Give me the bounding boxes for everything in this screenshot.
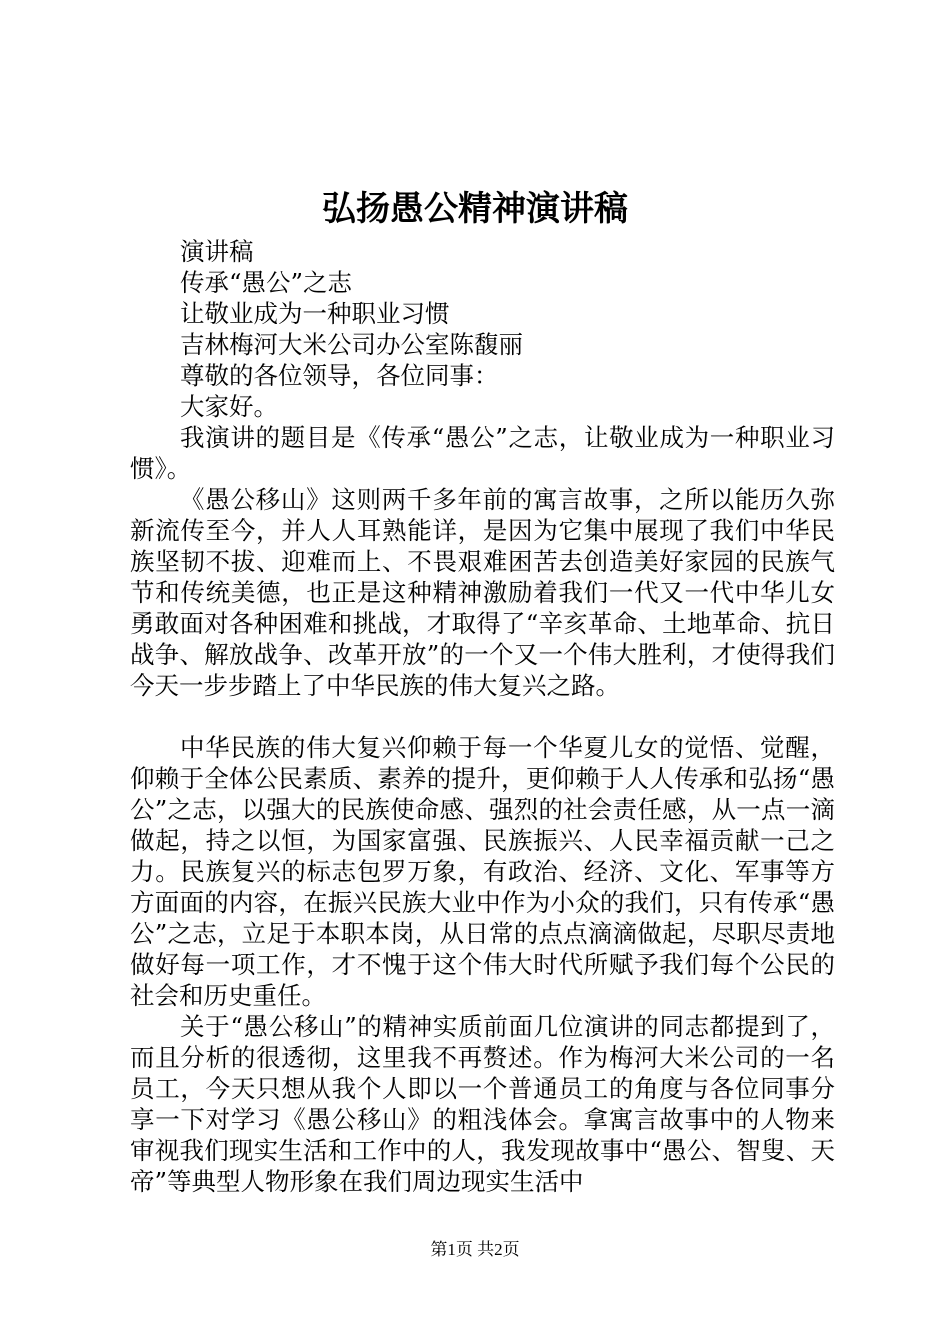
header-line-theme: 传承“愚公”之志 [180,268,353,297]
greeting: 大家好。 [180,392,278,421]
paragraph-fable: 《愚公移山》这则两千多年前的寓言故事，之所以能历久弥新流传至今，并人人耳熟能详，是因为它集中展现了我们中华民族坚韧不拔、迎难而上、不畏艰难困苦去创造美好家园的民族气节和传统美德，也正是这种精神激励着我们一代又一代中华儿女勇敢面对各种困难和挑战，才取得了“辛亥革命、土地革命、抗日战争、解放战争、改革开放”的一个又一个伟大胜利，才使得我们今天一步步踏上了中华民族的伟大复兴之路。 [130,485,835,700]
document-title: 弘扬愚公精神演讲稿 [322,189,628,229]
paragraph-topic: 我演讲的题目是《传承“愚公”之志，让敬业成为一种职业习惯》。 [130,423,835,483]
paragraph-rejuvenation: 中华民族的伟大复兴仰赖于每一个华夏儿女的觉悟、觉醒，仰赖于全体公民素质、素养的提升，更仰赖于人人传承和弘扬“愚公”之志，以强大的民族使命感、强烈的社会责任感，从一点一滴做起，持之以恒，为国家富强、民族振兴、人民幸福贡献一己之力。民族复兴的标志包罗万象，有政治、经济、文化、军事等方方面面的内容，在振兴民族大业中作为小众的我们，只有传承“愚公”之志，立足于本职本岗，从日常的点点滴滴做起，尽职尽责地做好每一项工作，才不愧于这个伟大时代所赋予我们每个公民的社会和历史重任。 [130,733,835,1010]
paragraph-spacer [130,701,835,732]
page-footer: 第1页 共2页 [430,1240,520,1259]
header-line-genre: 演讲稿 [180,237,254,266]
document-body [130,236,835,1197]
paragraph-reflection: 关于“愚公移山”的精神实质前面几位演讲的同志都提到了，而且分析的很透彻，这里我不再赘述。作为梅河大米公司的一名员工，今天只想从我个人即以一个普通员工的角度与各位同事分享一下对学习《愚公移山》的粗浅体会。拿寓言故事中的人物来审视我们现实生活和工作中的人，我发现故事中“愚公、智叟、天帝”等典型人物形象在我们周边现实生活中 [130,1012,835,1196]
header-line-author: 吉林梅河大米公司办公室陈馥丽 [180,330,523,359]
header-line-subtitle: 让敬业成为一种职业习惯 [180,299,450,328]
salutation: 尊敬的各位领导，各位同事： [180,361,499,390]
